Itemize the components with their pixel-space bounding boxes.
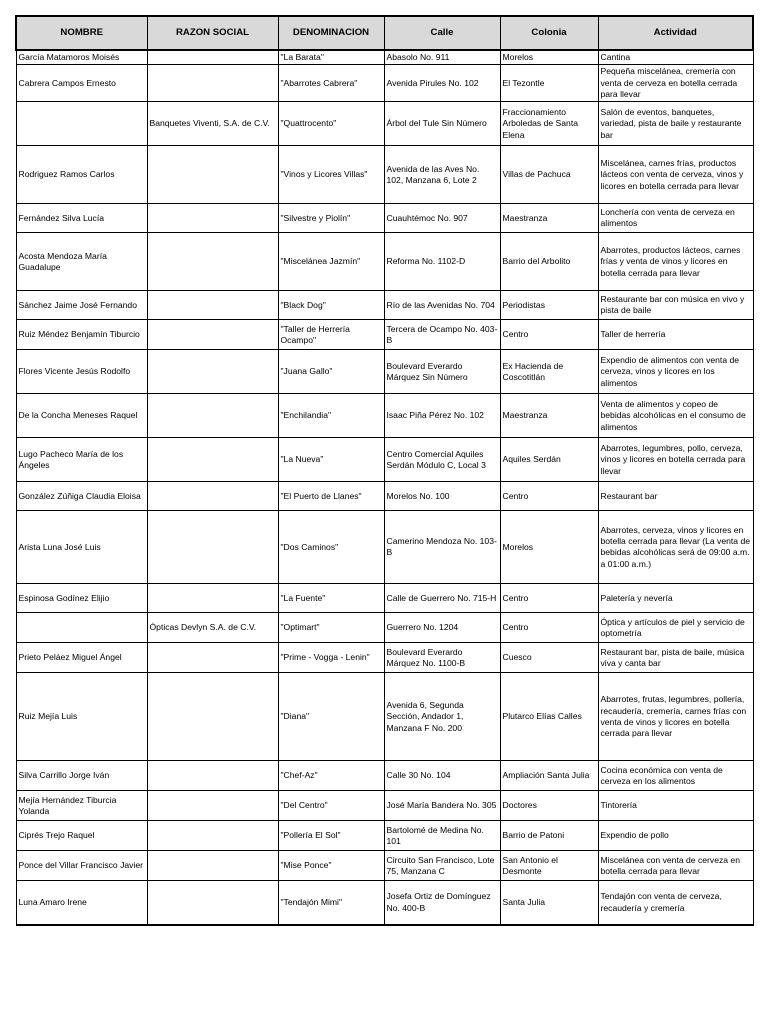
cell-razon-social xyxy=(147,438,278,482)
cell-denominacion: "Taller de Herrería Ocampo" xyxy=(278,320,384,350)
cell-nombre: Rodriguez Ramos Carlos xyxy=(16,146,147,204)
cell-razon-social xyxy=(147,511,278,584)
table-row xyxy=(16,821,753,851)
cell-denominacion: "Del Centro" xyxy=(278,791,384,821)
table-header xyxy=(16,16,753,50)
cell-nombre: Ruiz Méndez Benjamín Tiburcio xyxy=(16,320,147,350)
cell-calle: Avenida Pirules No. 102 xyxy=(384,65,500,102)
cell-razon-social xyxy=(147,350,278,394)
cell-denominacion: "Chef-Az" xyxy=(278,761,384,791)
header-calle: Calle xyxy=(384,16,500,50)
cell-razon-social xyxy=(147,65,278,102)
cell-actividad: Abarrotes, frutas, legumbres, pollería, recaudería, cremería, carnes frías con venta de vinos y licores en botella cerrada para llevar xyxy=(598,673,753,761)
header-actividad: Actividad xyxy=(598,16,753,50)
cell-colonia: Cuesco xyxy=(500,643,598,673)
cell-denominacion: "La Nueva" xyxy=(278,438,384,482)
header-denominacion: DENOMINACION xyxy=(278,16,384,50)
cell-nombre: Luna Amaro Irene xyxy=(16,881,147,925)
cell-razon-social xyxy=(147,791,278,821)
cell-actividad: Restaurant bar, pista de baile, música viva y canta bar xyxy=(598,643,753,673)
cell-denominacion: "Abarrotes Cabrera" xyxy=(278,65,384,102)
cell-actividad: Tintorería xyxy=(598,791,753,821)
table-row xyxy=(16,50,753,65)
cell-actividad: Abarrotes, cerveza, vinos y licores en botella cerrada para llevar (La venta de bebidas alcohólicas será de 09:00 a.m. a 01:00 a.m.) xyxy=(598,511,753,584)
cell-razon-social xyxy=(147,394,278,438)
cell-colonia: Centro xyxy=(500,482,598,511)
cell-colonia: San Antonio el Desmonte xyxy=(500,851,598,881)
cell-calle: Morelos No. 100 xyxy=(384,482,500,511)
table-row xyxy=(16,146,753,204)
table-row xyxy=(16,65,753,102)
cell-calle: Río de las Avenidas No. 704 xyxy=(384,291,500,320)
table-row xyxy=(16,291,753,320)
cell-actividad: Miscelánea con venta de cerveza en botella cerrada para llevar xyxy=(598,851,753,881)
cell-razon-social xyxy=(147,291,278,320)
cell-actividad: Paletería y nevería xyxy=(598,584,753,613)
cell-denominacion: "Optimart" xyxy=(278,613,384,643)
cell-colonia: Maestranza xyxy=(500,394,598,438)
cell-colonia: Plutarco Elías Calles xyxy=(500,673,598,761)
cell-calle: Calle 30 No. 104 xyxy=(384,761,500,791)
cell-nombre: Prieto Peláez Miguel Ángel xyxy=(16,643,147,673)
cell-razon-social: Ópticas Devlyn S.A. de C.V. xyxy=(147,613,278,643)
cell-denominacion: "Tendajón Mimi" xyxy=(278,881,384,925)
cell-calle: Avenida de las Aves No. 102, Manzana 6, Lote 2 xyxy=(384,146,500,204)
cell-calle: Tercera de Ocampo No. 403-B xyxy=(384,320,500,350)
cell-nombre: Arista Luna José Luis xyxy=(16,511,147,584)
header-nombre: NOMBRE xyxy=(16,16,147,50)
cell-actividad: Restaurant bar xyxy=(598,482,753,511)
cell-denominacion: "Diana" xyxy=(278,673,384,761)
cell-razon-social xyxy=(147,673,278,761)
cell-nombre: Acosta Mendoza María Guadalupe xyxy=(16,233,147,291)
cell-denominacion: "La Barata" xyxy=(278,50,384,65)
cell-actividad: Abarrotes, legumbres, pollo, cerveza, vinos y licores en botella cerrada para llevar xyxy=(598,438,753,482)
cell-denominacion: "Dos Caminos" xyxy=(278,511,384,584)
header-razon-social: RAZON SOCIAL xyxy=(147,16,278,50)
cell-denominacion: "La Fuente" xyxy=(278,584,384,613)
cell-actividad: Restaurante bar con música en vivo y pista de baile xyxy=(598,291,753,320)
cell-razon-social xyxy=(147,851,278,881)
cell-colonia: Morelos xyxy=(500,511,598,584)
table-row xyxy=(16,881,753,925)
cell-nombre: Cabrera Campos Ernesto xyxy=(16,65,147,102)
cell-razon-social: Banquetes Viventi, S.A. de C.V. xyxy=(147,102,278,146)
cell-actividad: Tendajón con venta de cerveza, recaudería y cremería xyxy=(598,881,753,925)
cell-actividad: Venta de alimentos y copeo de bebidas alcohólicas en el consumo de alimentos xyxy=(598,394,753,438)
cell-nombre: González Zúñiga Claudia Eloisa xyxy=(16,482,147,511)
table-row xyxy=(16,102,753,146)
cell-actividad: Salón de eventos, banquetes, variedad, pista de baile y restaurante bar xyxy=(598,102,753,146)
table-row xyxy=(16,643,753,673)
cell-actividad: Pequeña miscelánea, cremería con venta de cerveza en botella cerrada para llevar xyxy=(598,65,753,102)
cell-denominacion: "Silvestre y Piolín" xyxy=(278,204,384,233)
table-row xyxy=(16,394,753,438)
cell-denominacion: "Mise Ponce" xyxy=(278,851,384,881)
cell-nombre: Flores Vicente Jesús Rodolfo xyxy=(16,350,147,394)
table-row xyxy=(16,851,753,881)
cell-nombre: Espinosa Godínez Elijio xyxy=(16,584,147,613)
cell-denominacion: "Miscelánea Jazmín" xyxy=(278,233,384,291)
cell-calle: José María Bandera No. 305 xyxy=(384,791,500,821)
cell-colonia: Barrio de Patoni xyxy=(500,821,598,851)
cell-denominacion: "Enchilandia" xyxy=(278,394,384,438)
cell-calle: Boulevard Everardo Márquez No. 1100-B xyxy=(384,643,500,673)
cell-colonia: Centro xyxy=(500,584,598,613)
cell-razon-social xyxy=(147,204,278,233)
cell-nombre: García Matamoros Moisés xyxy=(16,50,147,65)
cell-actividad: Abarrotes, productos lácteos, carnes frías y venta de vinos y licores en botella cerrada para llevar xyxy=(598,233,753,291)
cell-denominacion: "Pollería El Sol" xyxy=(278,821,384,851)
cell-razon-social xyxy=(147,320,278,350)
cell-calle: Camerino Mendoza No. 103-B xyxy=(384,511,500,584)
cell-colonia: Centro xyxy=(500,320,598,350)
cell-actividad: Cantina xyxy=(598,50,753,65)
cell-nombre xyxy=(16,102,147,146)
cell-razon-social xyxy=(147,881,278,925)
cell-razon-social xyxy=(147,821,278,851)
cell-colonia: El Tezontle xyxy=(500,65,598,102)
cell-denominacion: "Quattrocento" xyxy=(278,102,384,146)
cell-razon-social xyxy=(147,50,278,65)
table-row xyxy=(16,511,753,584)
cell-razon-social xyxy=(147,482,278,511)
cell-calle: Circuito San Francisco, Lote 75, Manzana C xyxy=(384,851,500,881)
cell-razon-social xyxy=(147,761,278,791)
cell-actividad: Miscelánea, carnes frías, productos lácteos con venta de cerveza, vinos y licores en botella cerrada para llevar xyxy=(598,146,753,204)
cell-calle: Árbol del Tule Sin Número xyxy=(384,102,500,146)
cell-denominacion: "Vinos y Licores Villas" xyxy=(278,146,384,204)
cell-nombre: Ciprés Trejo Raquel xyxy=(16,821,147,851)
cell-calle: Josefa Ortiz de Domínguez No. 400-B xyxy=(384,881,500,925)
cell-denominacion: "Prime - Vogga - Lenin" xyxy=(278,643,384,673)
cell-colonia: Morelos xyxy=(500,50,598,65)
cell-actividad: Taller de herrería xyxy=(598,320,753,350)
cell-colonia: Centro xyxy=(500,613,598,643)
cell-nombre xyxy=(16,613,147,643)
cell-actividad: Expendio de pollo xyxy=(598,821,753,851)
cell-calle: Calle de Guerrero No. 715-H xyxy=(384,584,500,613)
cell-nombre: Mejía Hernández Tiburcia Yolanda xyxy=(16,791,147,821)
cell-calle: Centro Comercial Aquiles Serdán Módulo C, Local 3 xyxy=(384,438,500,482)
cell-nombre: De la Concha Meneses Raquel xyxy=(16,394,147,438)
cell-razon-social xyxy=(147,146,278,204)
table-body xyxy=(16,50,753,925)
table-row xyxy=(16,613,753,643)
cell-calle: Guerrero No. 1204 xyxy=(384,613,500,643)
cell-colonia: Santa Julia xyxy=(500,881,598,925)
header-colonia: Colonia xyxy=(500,16,598,50)
table-row xyxy=(16,584,753,613)
cell-nombre: Sánchez Jaime José Fernando xyxy=(16,291,147,320)
cell-colonia: Villas de Pachuca xyxy=(500,146,598,204)
cell-nombre: Ruiz Mejía Luis xyxy=(16,673,147,761)
cell-colonia: Fraccionamiento Arboledas de Santa Elena xyxy=(500,102,598,146)
cell-actividad: Óptica y artículos de piel y servicio de optometría xyxy=(598,613,753,643)
cell-calle: Abasolo No. 911 xyxy=(384,50,500,65)
table-row xyxy=(16,673,753,761)
table-row xyxy=(16,438,753,482)
cell-colonia: Ex Hacienda de Coscotitlán xyxy=(500,350,598,394)
cell-actividad: Expendio de alimentos con venta de cerveza, vinos y licores en los alimentos xyxy=(598,350,753,394)
table-row xyxy=(16,791,753,821)
cell-razon-social xyxy=(147,233,278,291)
cell-colonia: Ampliación Santa Julia xyxy=(500,761,598,791)
table-row xyxy=(16,350,753,394)
cell-calle: Cuauhtémoc No. 907 xyxy=(384,204,500,233)
cell-calle: Boulevard Everardo Márquez Sin Número xyxy=(384,350,500,394)
cell-colonia: Aquiles Serdán xyxy=(500,438,598,482)
table-row xyxy=(16,320,753,350)
cell-nombre: Silva Carrillo Jorge Iván xyxy=(16,761,147,791)
cell-denominacion: "Juana Gallo" xyxy=(278,350,384,394)
cell-nombre: Ponce del Villar Francisco Javier xyxy=(16,851,147,881)
cell-colonia: Barrio del Arbolito xyxy=(500,233,598,291)
table-row xyxy=(16,761,753,791)
cell-calle: Avenida 6, Segunda Sección, Andador 1, Manzana F No. 200 xyxy=(384,673,500,761)
cell-denominacion: "El Puerto de Llanes" xyxy=(278,482,384,511)
cell-calle: Bartolomé de Medina No. 101 xyxy=(384,821,500,851)
table-row xyxy=(16,233,753,291)
cell-colonia: Periodistas xyxy=(500,291,598,320)
cell-razon-social xyxy=(147,643,278,673)
cell-nombre: Fernández Silva Lucía xyxy=(16,204,147,233)
cell-razon-social xyxy=(147,584,278,613)
cell-colonia: Maestranza xyxy=(500,204,598,233)
table-row xyxy=(16,204,753,233)
cell-denominacion: "Black Dog" xyxy=(278,291,384,320)
cell-actividad: Lonchería con venta de cerveza en alimentos xyxy=(598,204,753,233)
cell-nombre: Lugo Pacheco María de los Ángeles xyxy=(16,438,147,482)
cell-actividad: Cocina económica con venta de cerveza en los alimentos xyxy=(598,761,753,791)
cell-calle: Reforma No. 1102-D xyxy=(384,233,500,291)
business-registry-table xyxy=(15,15,754,926)
table-row xyxy=(16,482,753,511)
header-row xyxy=(16,16,753,50)
cell-colonia: Doctores xyxy=(500,791,598,821)
cell-calle: Isaac Piña Pérez No. 102 xyxy=(384,394,500,438)
